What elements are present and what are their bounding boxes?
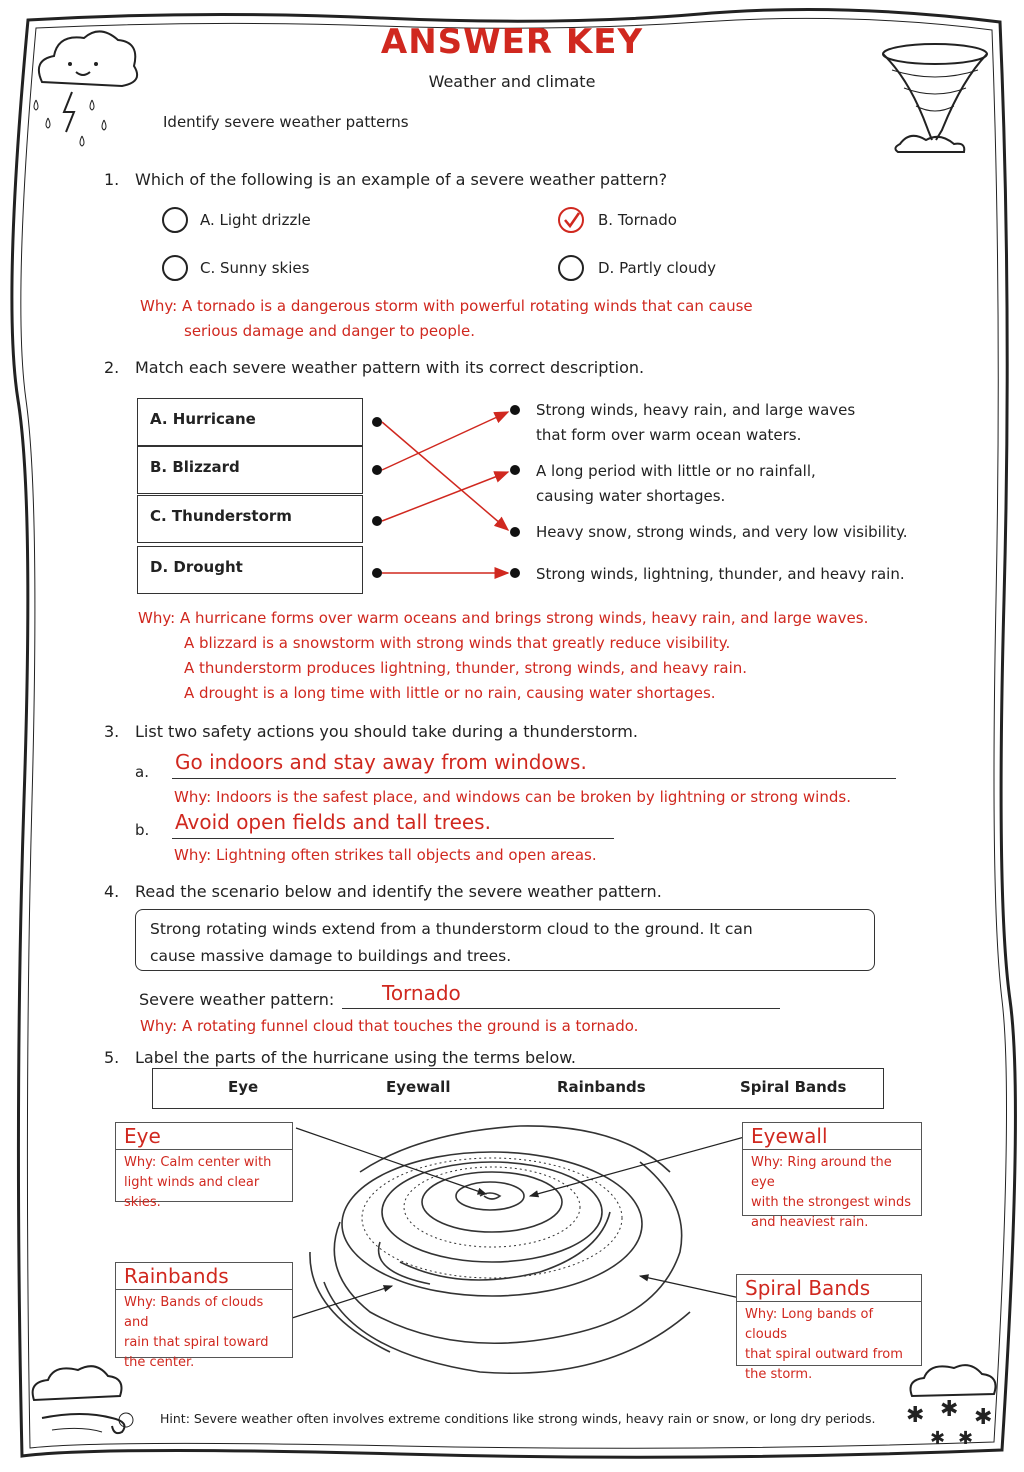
q3-question: List two safety actions you should take during a thunderstorm. [135,722,638,741]
match-desc-4: Strong winds, lightning, thunder, and heavy rain. [536,565,905,583]
hint-text: Hint: Severe weather often involves extreme conditions like strong winds, heavy rain or snow, or long dry periods. [160,1411,876,1426]
q1-option-c-radio[interactable] [162,255,188,281]
match-desc-2: A long period with little or no rainfall, causing water shortages. [536,462,816,505]
q1-option-c-label: C. Sunny skies [200,259,310,277]
q1-option-d-label: D. Partly cloudy [598,259,717,277]
scenario-box [135,909,875,971]
label-rainbands-title: Rainbands [116,1263,292,1290]
q3-a-label: a. [135,763,149,781]
q1-option-a-label: A. Light drizzle [200,211,311,229]
scenario-line2: cause massive damage to buildings and trees. [150,947,512,965]
q4-question: Read the scenario below and identify the severe weather pattern. [135,882,662,901]
q3-b-label: b. [135,821,150,839]
page-title: ANSWER KEY [380,22,644,62]
q1-why-line2: serious damage and danger to people. [184,322,476,340]
label-box-eyewall [742,1122,922,1230]
q3-a-answer[interactable]: Go indoors and stay away from windows. [172,750,896,779]
q4-answer-label: Severe weather pattern: [139,990,335,1009]
match-term-blizzard: B. Blizzard [137,446,363,494]
label-eyewall-why: Why: Ring around the eye with the strongest winds and heaviest rain. [751,1155,912,1230]
q1-why-line1: Why: A tornado is a dangerous storm with powerful rotating winds that can cause [140,297,753,315]
q1-option-d-radio[interactable] [558,255,584,281]
q2-why-line2: A blizzard is a snowstorm with strong winds that greatly reduce visibility. [184,634,731,652]
q2-question: Match each severe weather pattern with its correct description. [135,358,645,377]
match-term-hurricane: A. Hurricane [137,398,363,446]
term-eyewall: Eyewall [386,1078,451,1096]
q2-why-line4: A drought is a long time with little or no rain, causing water shortages. [184,684,716,702]
label-box-spiral-bands [736,1274,922,1382]
q4-answer[interactable]: Tornado [342,981,780,1009]
q3-a-why: Why: Indoors is the safest place, and windows can be broken by lightning or strong winds. [174,788,851,806]
q5-question: Label the parts of the hurricane using the terms below. [135,1048,576,1067]
q4-why: Why: A rotating funnel cloud that touches the ground is a tornado. [140,1017,639,1035]
q1-number: 1. [104,170,120,189]
svg-text:✱: ✱ [958,1428,974,1449]
page-subtitle: Weather and climate [428,72,596,91]
q2-why-line3: A thunderstorm produces lightning, thunder, strong winds, and heavy rain. [184,659,748,677]
q3-number: 3. [104,722,120,741]
q1-question: Which of the following is an example of a severe weather pattern? [135,170,668,189]
q3-b-answer[interactable]: Avoid open fields and tall trees. [172,810,614,839]
instruction-text: Identify severe weather patterns [163,113,409,131]
match-lines [360,395,530,585]
label-box-rainbands [115,1262,293,1370]
term-eye: Eye [228,1078,259,1096]
match-term-drought: D. Drought [137,546,363,594]
q2-why-line1: Why: A hurricane forms over warm oceans and brings strong winds, heavy rain, and large waves. [138,609,869,627]
q1-option-a-radio[interactable] [162,207,188,233]
svg-text:✱: ✱ [906,1403,925,1428]
label-eye-title: Eye [116,1123,292,1150]
svg-text:✱: ✱ [974,1405,993,1430]
match-desc-3: Heavy snow, strong winds, and very low visibility. [536,523,908,541]
q3-b-why: Why: Lightning often strikes tall objects and open areas. [174,846,597,864]
svg-text:✱: ✱ [940,1397,959,1422]
term-spiral-bands: Spiral Bands [740,1078,847,1096]
match-term-thunderstorm: C. Thunderstorm [137,495,363,543]
match-desc-1: Strong winds, heavy rain, and large waves that form over warm ocean waters. [536,401,856,444]
q4-number: 4. [104,882,120,901]
q1-option-b-radio[interactable] [558,207,584,233]
label-spiral-title: Spiral Bands [737,1275,921,1302]
label-spiral-why: Why: Long bands of clouds that spiral outward from the storm. [745,1307,903,1382]
q1-option-b-label: B. Tornado [598,211,677,229]
label-eyewall-title: Eyewall [743,1123,921,1150]
label-rainbands-why: Why: Bands of clouds and rain that spiral toward the center. [124,1295,269,1370]
q2-number: 2. [104,358,120,377]
term-rainbands: Rainbands [557,1078,646,1096]
label-box-eye [115,1122,293,1210]
scenario-line1: Strong rotating winds extend from a thunderstorm cloud to the ground. It can [150,920,753,938]
label-eye-why: Why: Calm center with light winds and clear skies. [124,1155,272,1210]
q5-number: 5. [104,1048,120,1067]
checkmark-icon [561,209,583,231]
svg-text:✱: ✱ [930,1428,946,1449]
